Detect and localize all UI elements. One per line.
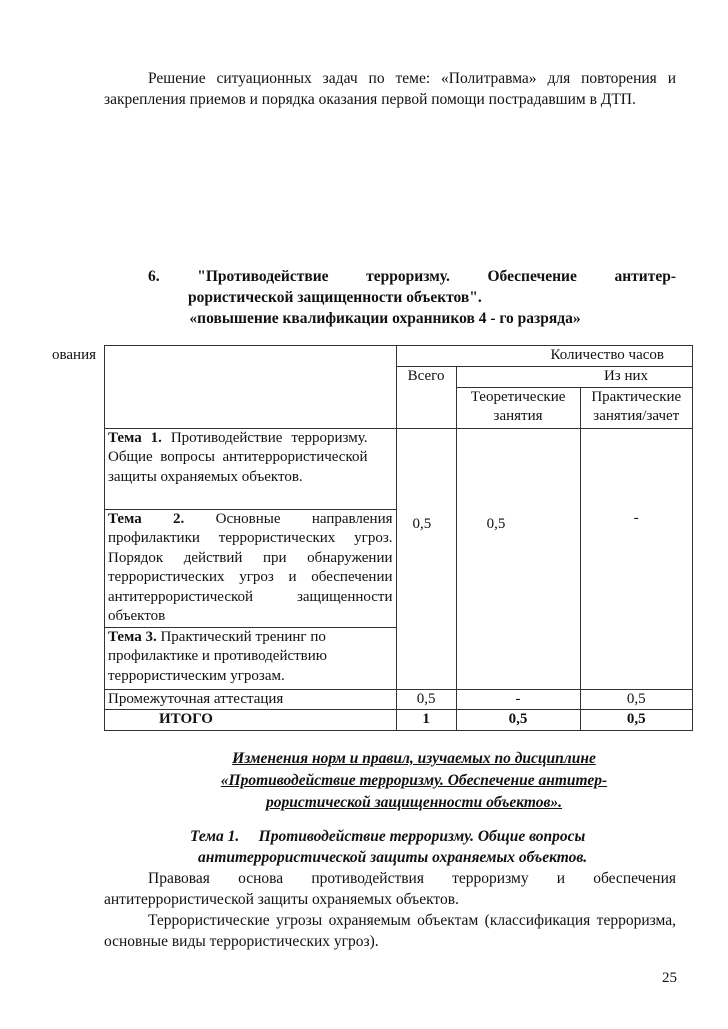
table-row-attestation bbox=[105, 689, 693, 710]
header-total: Всего bbox=[396, 367, 456, 429]
topic1-heading bbox=[190, 826, 690, 868]
topic-text: Основные направления профилактики террористических угроз. Порядок действий при обнаружении террористических угроз и обеспечении антитеррористической защищенности объектов bbox=[108, 510, 393, 624]
topic1-paragraph bbox=[104, 868, 676, 910]
section-title-word: антитер- bbox=[614, 268, 676, 285]
attestation-practice: 0,5 bbox=[580, 689, 693, 710]
table-row bbox=[105, 428, 693, 509]
section-number: 6. bbox=[148, 268, 160, 285]
attestation-theory: - bbox=[456, 689, 580, 710]
topic1-para-text: Террористические угрозы охраняемым объектам (классификация терроризма, основные виды террористических угроз). bbox=[104, 912, 676, 950]
header-theory: Теоретические занятия bbox=[456, 387, 580, 428]
topics-theory-value: 0,5 bbox=[456, 428, 580, 689]
attestation-total: 0,5 bbox=[396, 689, 456, 710]
page-number: 25 bbox=[662, 970, 677, 986]
topic1-heading-line1 bbox=[190, 826, 690, 847]
topic1-label: Тема 1. bbox=[190, 828, 240, 845]
section-title-word: "Противодействие bbox=[197, 268, 329, 285]
table-header-row bbox=[105, 346, 693, 367]
attestation-label: Промежуточная аттестация bbox=[105, 689, 397, 710]
intro-text: Решение ситуационных задач по теме: «Политравма» для повторения и закрепления приемов и порядка оказания первой помощи пострадавшим в ДТП. bbox=[104, 70, 676, 108]
topic-text: Практический тренинг по профилактике и противодействию террористическим угрозам. bbox=[108, 628, 327, 684]
section-title-line1 bbox=[104, 266, 676, 287]
section-title-word: терроризму. bbox=[366, 268, 450, 285]
topic-label: Тема 1. bbox=[108, 429, 162, 446]
table-row-total bbox=[105, 710, 693, 731]
hours-table bbox=[104, 345, 693, 731]
total-practice: 0,5 bbox=[580, 710, 693, 731]
changes-heading-line: рористической защищенности объектов». bbox=[265, 794, 563, 811]
margin-fragment: ования bbox=[52, 347, 96, 363]
topics-total-value: 0,5 bbox=[396, 428, 456, 689]
topic1-para-text: Правовая основа противодействия терроризму и обеспечения антитеррористической защиты охраняемых объектов. bbox=[104, 870, 676, 908]
header-of-them: Из них bbox=[456, 367, 692, 388]
intro-paragraph bbox=[104, 68, 676, 110]
topic-text: Противодействие терроризму. Общие вопросы антитеррористической защиты охраняемых объектов. bbox=[108, 429, 368, 485]
changes-heading bbox=[104, 748, 724, 814]
topic1-body bbox=[104, 868, 676, 952]
section-title-line2: рористической защищенности объектов". bbox=[188, 289, 482, 306]
header-empty-cell bbox=[105, 346, 397, 429]
total-total: 1 bbox=[396, 710, 456, 731]
section-subtitle: «повышение квалификации охранников 4 - го разряда» bbox=[189, 310, 581, 327]
topic-label: Тема 3. bbox=[108, 628, 157, 645]
total-theory: 0,5 bbox=[456, 710, 580, 731]
topic1-title: Противодействие терроризму. Общие вопросы bbox=[258, 828, 586, 845]
topic-cell bbox=[105, 627, 397, 689]
section-title-word: Обеспечение bbox=[487, 268, 577, 285]
topic-cell bbox=[105, 428, 397, 509]
changes-heading-line: Изменения норм и правил, изучаемых по дисциплине bbox=[232, 750, 596, 767]
topic-label: Тема 2. bbox=[108, 510, 185, 527]
changes-heading-line: «Противодействие терроризму. Обеспечение антитер- bbox=[220, 772, 608, 789]
topic-cell bbox=[105, 509, 397, 627]
total-label: ИТОГО bbox=[105, 710, 397, 731]
header-hours: Количество часов bbox=[396, 346, 692, 367]
section-heading bbox=[104, 266, 676, 329]
topics-practice-value: - bbox=[580, 428, 693, 689]
topic1-paragraph bbox=[104, 910, 676, 952]
topic1-heading-line2: антитеррористической защиты охраняемых объектов. bbox=[198, 849, 588, 866]
header-practice: Практические занятия/зачет bbox=[580, 387, 693, 428]
